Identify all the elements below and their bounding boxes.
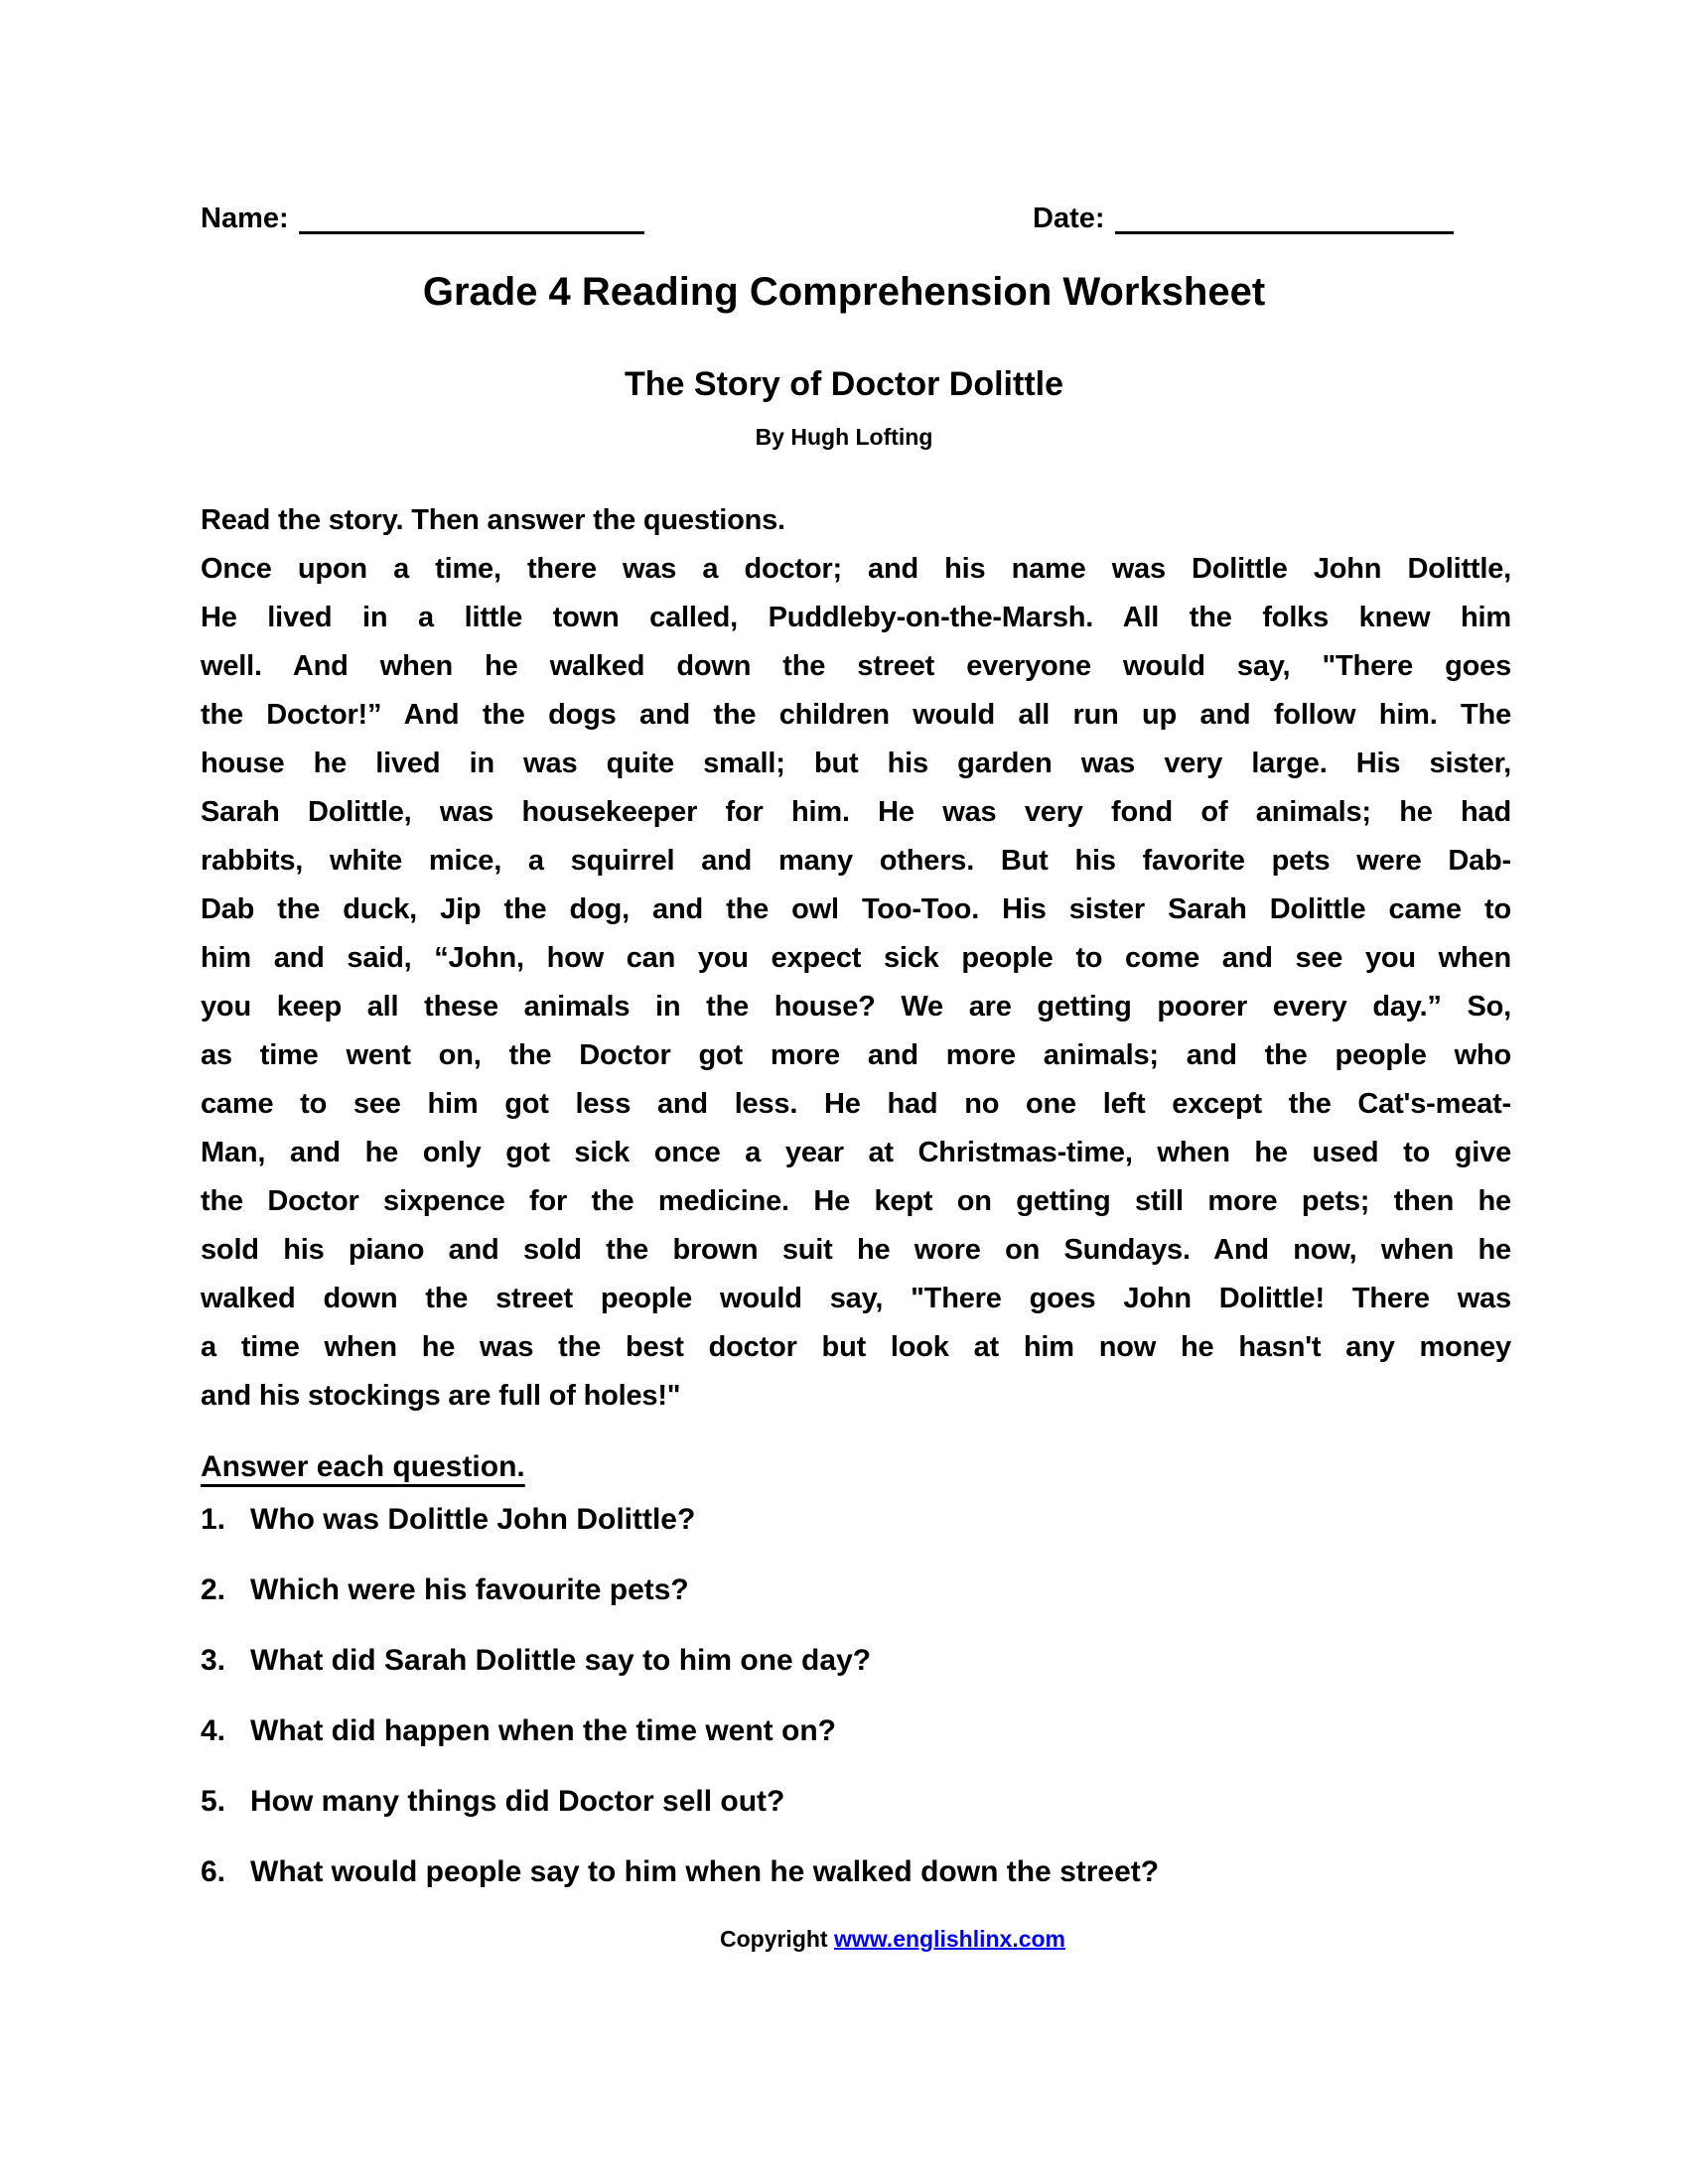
question-item — [201, 1782, 1591, 1822]
question-text: What did Sarah Dolittle say to him one day? — [250, 1644, 872, 1677]
question-number: 1. — [201, 1503, 226, 1536]
story-line: He lived in a little town called, Puddleby-on-the-Marsh. All the folks knew him — [201, 602, 1511, 633]
story-section — [201, 496, 1511, 1421]
date-blank-line — [1115, 231, 1454, 234]
name-label: Name: — [201, 203, 289, 234]
question-number: 3. — [201, 1644, 226, 1677]
question-number: 2. — [201, 1573, 226, 1606]
story-line: sold his piano and sold the brown suit he wore on Sundays. And now, when he — [201, 1234, 1511, 1266]
story-line: Sarah Dolittle, was housekeeper for him. He was very fond of animals; he had — [201, 796, 1511, 828]
question-text: Who was Dolittle John Dolittle? — [250, 1503, 696, 1536]
story-line: as time went on, the Doctor got more and more animals; and the people who — [201, 1039, 1511, 1071]
story-line: a time when he was the best doctor but look at him now he hasn't any money — [201, 1331, 1511, 1363]
story-paragraph — [201, 545, 1511, 1421]
story-line: and his stockings are full of holes!" — [201, 1380, 681, 1412]
question-number: 4. — [201, 1714, 226, 1747]
date-field-group — [1033, 202, 1454, 235]
question-text: Which were his favourite pets? — [250, 1573, 689, 1606]
story-line: you keep all these animals in the house? We are getting poorer every day.” So, — [201, 991, 1511, 1023]
name-blank-line — [299, 231, 644, 234]
story-line: Dab the duck, Jip the dog, and the owl Too-Too. His sister Sarah Dolittle came to — [201, 893, 1511, 925]
question-number: 5. — [201, 1785, 226, 1818]
englishlinx-link[interactable]: www.englishlinx.com — [833, 1926, 1066, 1952]
question-item — [201, 1852, 1591, 1892]
story-line: Man, and he only got sick once a year at Christmas-time, when he used to give — [201, 1137, 1511, 1168]
story-line: rabbits, white mice, a squirrel and many others. But his favorite pets were Dab- — [201, 845, 1511, 877]
story-title: The Story of Doctor Dolittle — [625, 365, 1063, 403]
question-text: How many things did Doctor sell out? — [250, 1785, 785, 1818]
instructions-line: Read the story. Then answer the questions. — [201, 504, 785, 536]
story-line: house he lived in was quite small; but his garden was very large. His sister, — [201, 748, 1511, 779]
question-item — [201, 1711, 1591, 1751]
date-label: Date: — [1033, 203, 1105, 234]
question-number: 6. — [201, 1855, 226, 1888]
question-text: What would people say to him when he walked down the street? — [250, 1855, 1160, 1888]
story-line: the Doctor sixpence for the medicine. He kept on getting still more pets; then he — [201, 1185, 1511, 1217]
name-field-group — [201, 202, 644, 235]
story-line: well. And when he walked down the street everyone would say, "There goes — [201, 650, 1511, 682]
question-text: What did happen when the time went on? — [250, 1714, 836, 1747]
story-line: Once upon a time, there was a doctor; and his name was Dolittle John Dolittle, — [201, 553, 1511, 585]
question-item — [201, 1500, 1591, 1540]
story-line: him and said, “John, how can you expect sick people to come and see you when — [201, 942, 1511, 974]
story-line: walked down the street people would say, "There goes John Dolittle! There was — [201, 1283, 1511, 1314]
story-byline: By Hugh Lofting — [755, 424, 933, 450]
story-line: came to see him got less and less. He had no one left except the Cat's-meat- — [201, 1088, 1511, 1120]
questions-list — [201, 1500, 1591, 1923]
story-line: the Doctor!” And the dogs and the children would all run up and follow him. The — [201, 699, 1511, 731]
worksheet-title: Grade 4 Reading Comprehension Worksheet — [422, 270, 1266, 314]
page-footer — [0, 1924, 1688, 1954]
questions-header: Answer each question. — [201, 1450, 525, 1483]
question-item — [201, 1641, 1591, 1681]
question-item — [201, 1570, 1591, 1610]
copyright-label: Copyright — [719, 1926, 828, 1952]
